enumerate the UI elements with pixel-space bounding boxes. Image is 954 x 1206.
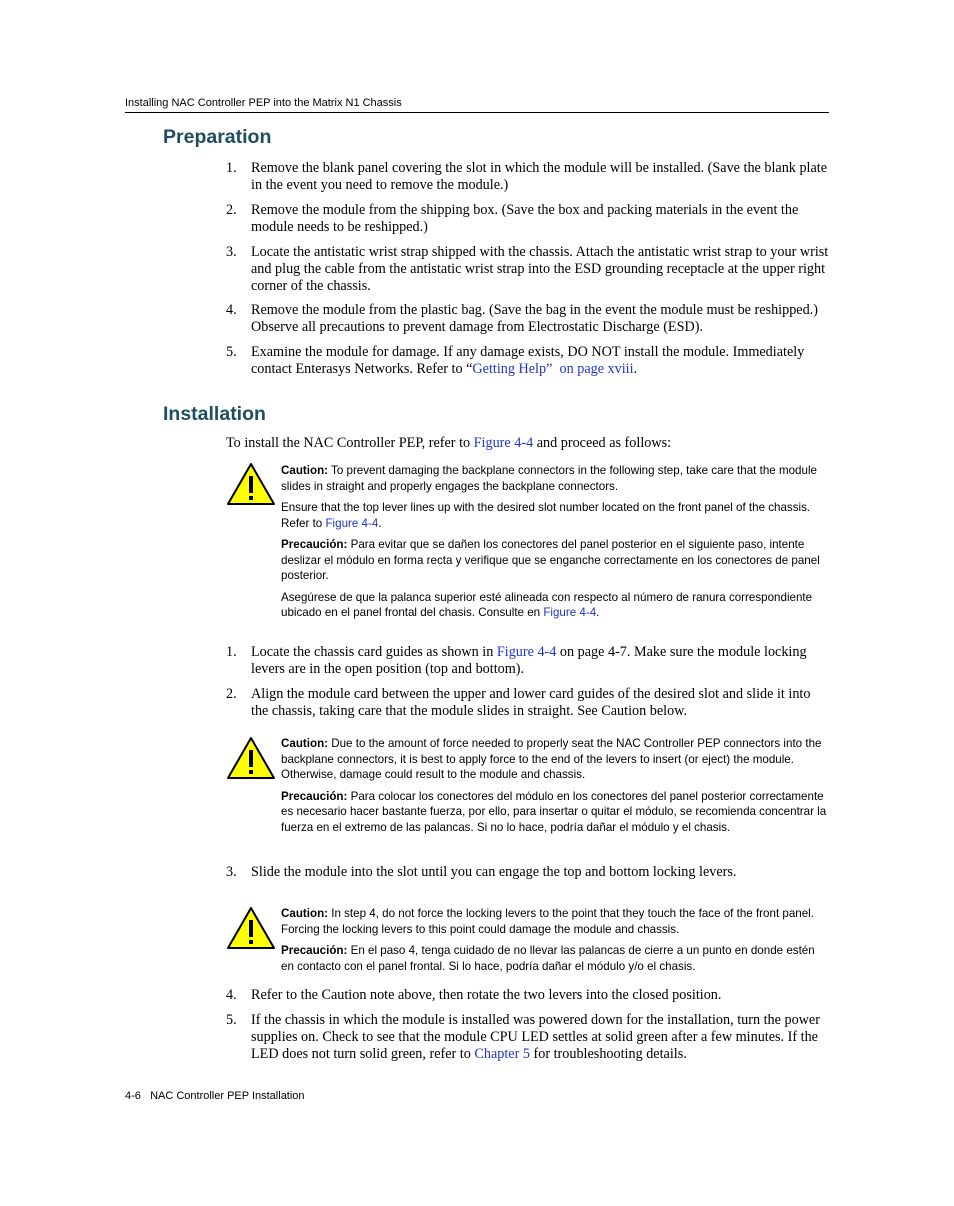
precaucion-text: Precaución: En el paso 4, tenga cuidado de no llevar las palancas de cierre a un punto en donde estén en contacto con el panel frontal. Si lo hace, podría dañar el módulo y/o el chasis. [281, 944, 815, 973]
step-text: Remove the module from the shipping box. (Save the box and packing materials in the event the module needs to be reshipped.) [251, 202, 799, 235]
step-number: 2. [226, 686, 237, 702]
figure-4-4-link[interactable]: Figure 4-4 [325, 516, 379, 530]
caution-note-2 [281, 736, 829, 835]
figure-4-4-link[interactable]: Figure 4-4 [473, 435, 534, 451]
step-text: Locate the chassis card guides as shown in Figure 4-4 on page 4-7. Make sure the module locking levers are in the open position (top and bottom). [251, 644, 807, 677]
step-text: Locate the antistatic wrist strap shipped with the chassis. Attach the antistatic wrist strap to your wrist and plug the cable from the antistatic wrist strap into the ESD grounding receptacle at the upper right corner of the chassis. [251, 244, 829, 294]
step-number: 1. [226, 160, 237, 176]
step-number: 4. [226, 302, 237, 318]
figure-4-4-link[interactable]: Figure 4-4 [496, 644, 557, 660]
precaucion-text-2: Asegúrese de que la palanca superior esté alineada con respecto al número de ranura correspondiente ubicado en el panel frontal del chasis. Consulte en Figure 4-4. [281, 590, 813, 619]
precaucion-text: Precaución: Para colocar los conectores del módulo en los conectores del panel posterior correctamente es necesario hacer bastante fuerza, por ello, para insertar o quitar el módulo, se recomienda concentrar la fuerza en el extremo de las palancas. Si no lo hace, podría dañar el módulo y el chasis. [281, 789, 827, 834]
running-head: Installing NAC Controller PEP into the Matrix N1 Chassis [125, 97, 402, 109]
figure-4-4-link[interactable]: Figure 4-4 [543, 606, 597, 619]
step-number: 5. [226, 344, 237, 360]
step-text: Remove the module from the plastic bag. (Save the bag in the event the module must be reshipped.) Observe all precautions to prevent damage from Electrostatic Discharge (ESD). [251, 302, 818, 335]
step-number: 1. [226, 644, 237, 660]
caution-text: Caution: In step 4, do not force the locking levers to the point that they touch the face of the front panel. Forcing the locking levers to this point could damage the module and chassis. [281, 907, 814, 936]
header-rule [125, 112, 829, 113]
step-number: 5. [226, 1012, 237, 1028]
preparation-heading: Preparation [163, 126, 272, 148]
step-number: 2. [226, 202, 237, 218]
step-text: Align the module card between the upper and lower card guides of the desired slot and slide it into the chassis, taking care that the module slides in straight. See Caution below. [251, 686, 811, 719]
step-text: Refer to the Caution note above, then rotate the two levers into the closed position. [251, 987, 722, 1003]
precaucion-text: Precaución: Para evitar que se dañen los conectores del panel posterior en el siguiente paso, intente deslizar el módulo en forma recta y verifique que se enganche correctamente en los conectores de panel posterior. [281, 538, 820, 582]
caution-note-3 [281, 906, 829, 974]
getting-help-link[interactable]: Getting Help” [472, 361, 553, 377]
step-text: Examine the module for damage. If any damage exists, DO NOT install the module. Immediately contact Enterasys Networks. Refer to “Getting Help” on page xviii. [251, 344, 805, 377]
caution-text: Caution: Due to the amount of force needed to properly seat the NAC Controller PEP connectors into the backplane connectors, it is best to apply force to the end of the levers to insert (or eject) the module. Otherwise, damage could result to the module and chassis. [281, 737, 822, 781]
step-number: 3. [226, 864, 237, 880]
caution-note-1 [281, 463, 829, 621]
step-text: If the chassis in which the module is installed was powered down for the installation, turn the power supplies on. Check to see that the module CPU LED settles at solid green after a few minutes. If the LED does not turn solid green, refer to Chapter 5 for troubleshooting details. [251, 1012, 820, 1062]
page-footer: 4-6 NAC Controller PEP Installation [125, 1090, 305, 1102]
step-number: 4. [226, 987, 237, 1003]
caution-warning-icon [226, 736, 276, 780]
installation-heading: Installation [163, 403, 266, 425]
caution-text: Caution: To prevent damaging the backplane connectors in the following step, take care that the module slides in straight and properly engages the backplane connectors. [281, 464, 817, 493]
chapter-5-link[interactable]: Chapter 5 [474, 1046, 530, 1062]
page-xviii-link[interactable]: on page xviii [559, 361, 634, 377]
step-number: 3. [226, 244, 237, 260]
caution-text-2: Ensure that the top lever lines up with the desired slot number located on the front panel of the chassis. Refer to Figure 4-4. [281, 501, 811, 530]
step-text: Slide the module into the slot until you can engage the top and bottom locking levers. [251, 864, 737, 880]
caution-warning-icon [226, 906, 276, 950]
caution-warning-icon [226, 462, 276, 506]
step-text: Remove the blank panel covering the slot in which the module will be installed. (Save the blank plate in the event you need to remove the module.) [251, 160, 828, 193]
installation-intro: To install the NAC Controller PEP, refer to Figure 4-4 and proceed as follows: [226, 435, 672, 451]
